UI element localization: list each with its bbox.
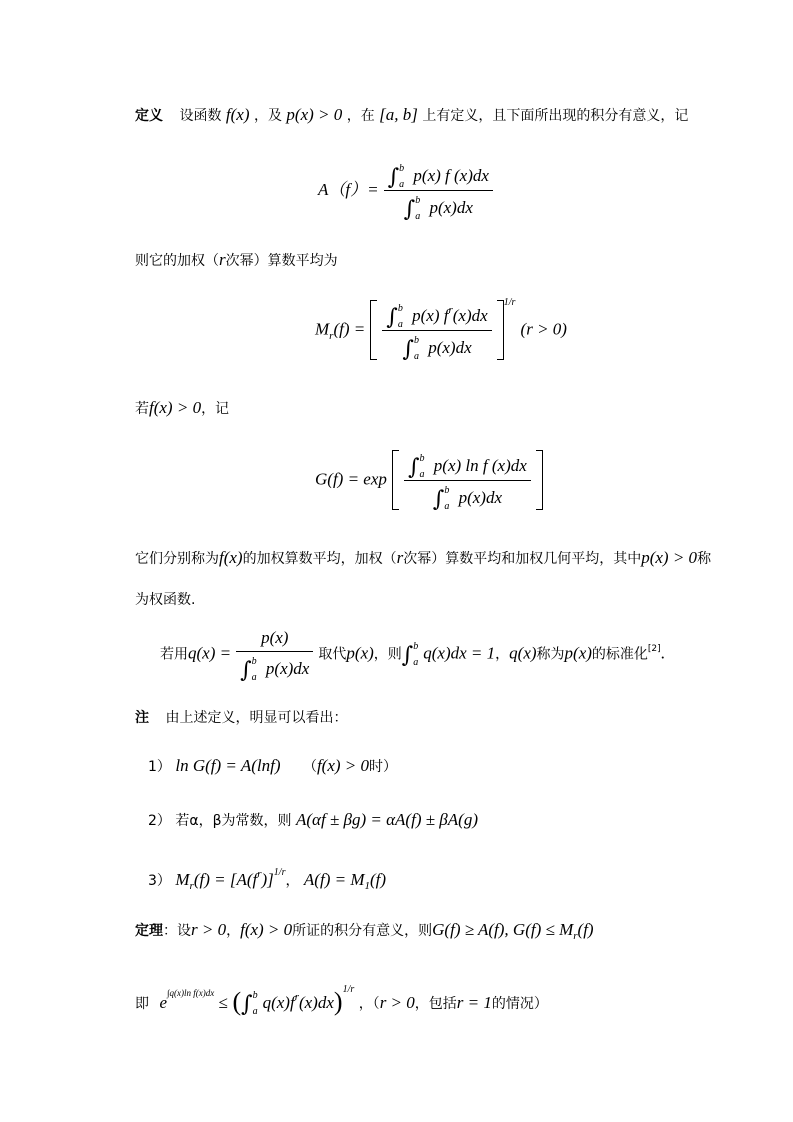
- final-text-3: ，包括: [414, 996, 457, 1012]
- normalize-ref: [2]: [647, 643, 661, 654]
- final-e-exp: ∫q(x)ln f(x)dx: [167, 988, 215, 998]
- formula-g-den-text: p(x)dx: [458, 487, 502, 507]
- formula-a: [318, 162, 493, 222]
- integral-sign: ∫: [432, 486, 445, 512]
- item-3-sub2: 1: [364, 880, 370, 892]
- formula-g-num-text: p(x) ln f (x)dx: [433, 455, 527, 475]
- integral-sign: ∫: [386, 304, 398, 330]
- upper-limit: b: [415, 195, 421, 206]
- item-3-exp: 1/r: [273, 867, 286, 878]
- item-3-math-1b: (f) = [A(f: [193, 870, 258, 889]
- formula-m-den-text: p(x)dx: [428, 337, 472, 357]
- integral-sign: ∫: [408, 454, 420, 480]
- normalize-line: [160, 628, 665, 683]
- formula-m-fraction: [382, 302, 491, 362]
- upper-limit: b: [413, 334, 419, 346]
- integral-sign: ∫: [387, 165, 400, 190]
- formula-a-denominator: [384, 191, 493, 222]
- lower-limit: a: [251, 672, 257, 683]
- normalize-text-4: ，: [495, 646, 510, 663]
- final-body-2: (x)dx: [298, 993, 334, 1012]
- item-3-math-1c: )]: [261, 870, 274, 889]
- formula-a-numerator: [384, 162, 493, 191]
- formula-a-fraction: [384, 162, 493, 222]
- formula-m-numerator: [382, 302, 491, 331]
- item-1-cond-open: （: [302, 759, 317, 775]
- final-line: [135, 984, 548, 1017]
- integral-sign: ∫: [403, 197, 416, 222]
- formula-m-num-tail: (x)dx: [452, 305, 488, 325]
- formula-a-den-text: p(x)dx: [429, 198, 473, 217]
- if-cond: f(x) > 0: [149, 398, 202, 417]
- normalize-text-3: ，则: [373, 646, 402, 663]
- lower-limit: a: [399, 179, 405, 190]
- normalize-text-2: 取代: [318, 646, 347, 663]
- note-line: [135, 708, 347, 728]
- formula-g-fraction: [404, 452, 531, 512]
- item-3-sup: r: [257, 868, 262, 880]
- normalize-px: p(x): [346, 643, 374, 663]
- para-r: r: [396, 548, 404, 567]
- note-label: 注: [135, 710, 149, 726]
- para-fx: f(x): [219, 548, 243, 567]
- definition-text-3: ，在: [346, 108, 375, 124]
- if-text-1: 若: [135, 401, 149, 417]
- upper-limit: b: [419, 452, 425, 464]
- if-line: [135, 398, 229, 419]
- item-3: [148, 867, 387, 893]
- normalize-fraction: [236, 628, 313, 683]
- definition-text-2: ，及: [253, 108, 282, 124]
- para-line-2: [135, 590, 195, 610]
- definition-fx: f(x): [225, 105, 250, 124]
- item-1-math: ln G(f) = A(lnf): [175, 756, 281, 775]
- lower-limit: a: [444, 500, 450, 512]
- formula-g: [315, 450, 543, 510]
- definition-line: [135, 105, 688, 126]
- normalize-q: q(x) =: [188, 643, 232, 663]
- normalize-denominator: [236, 652, 313, 683]
- weighted-r: r: [219, 250, 226, 269]
- final-text-2: ，（: [358, 996, 380, 1012]
- upper-limit: b: [399, 163, 405, 174]
- formula-m-num-sup: r: [448, 303, 453, 316]
- formula-a-lhs: A（f）=: [318, 180, 379, 199]
- item-1: [148, 756, 397, 777]
- formula-m-lhs: M: [315, 319, 330, 339]
- item-3-sub: r: [189, 880, 194, 892]
- theorem-label: 定理: [135, 923, 163, 939]
- final-r1: r = 1: [456, 993, 492, 1012]
- formula-m-sub: r: [329, 329, 334, 342]
- note-text: 由上述定义，明显可以看出：: [165, 710, 348, 726]
- lower-limit: a: [397, 318, 403, 330]
- left-paren: (: [232, 987, 242, 1016]
- integral-sign: ∫: [402, 336, 414, 362]
- integral-sign: ∫: [240, 658, 252, 683]
- theorem-colon: ：设: [163, 923, 191, 939]
- item-2-text: 若α，β为常数，则: [175, 813, 292, 829]
- normalize-qx: q(x): [509, 643, 537, 663]
- formula-m-cond: (r > 0): [520, 319, 567, 339]
- weighted-text-2: 次幂）算数平均为: [225, 253, 338, 269]
- weighted-text-1: 则它的加权（: [135, 253, 219, 269]
- formula-m-denominator: [382, 331, 491, 362]
- item-1-cond-close: 时）: [369, 759, 398, 775]
- upper-limit: b: [444, 484, 450, 496]
- normalize-text-1: 若用: [160, 646, 188, 663]
- right-bracket: [536, 450, 543, 510]
- theorem-fx: f(x) > 0: [240, 920, 293, 939]
- formula-g-denominator: [404, 481, 531, 512]
- para-line-2-text: 为权函数.: [135, 592, 196, 608]
- final-cond: r > 0: [379, 993, 415, 1012]
- para-text-1: 它们分别称为: [135, 551, 219, 567]
- final-text-4: 的情况）: [491, 996, 548, 1012]
- final-e: e: [159, 993, 167, 1012]
- formula-g-lhs: G(f) = exp: [315, 469, 387, 489]
- theorem-cond: r > 0: [191, 920, 227, 939]
- final-leq: ≤: [218, 993, 228, 1012]
- formula-m-num-text: p(x) f: [412, 305, 449, 325]
- item-3-sep: ，: [285, 873, 300, 889]
- item-2-number: 2）: [148, 813, 171, 829]
- upper-limit: b: [397, 302, 403, 314]
- formula-m: [315, 296, 567, 362]
- theorem-line: [135, 920, 594, 942]
- lower-limit: a: [413, 350, 419, 362]
- theorem-text-2: 所证的积分有意义，则: [292, 923, 433, 939]
- integral-sign: ∫: [401, 642, 414, 668]
- right-bracket: [497, 300, 504, 360]
- formula-m-exp: 1/r: [503, 296, 516, 308]
- upper-limit: b: [251, 656, 257, 667]
- normalize-px2: p(x): [564, 643, 592, 663]
- definition-text-4: 上有定义，且下面所出现的积分有意义，记: [422, 108, 689, 124]
- normalize-text-5: 称为: [536, 646, 565, 663]
- theorem-tail: (f): [577, 920, 594, 939]
- upper-limit: b: [252, 990, 258, 1001]
- left-bracket: [370, 300, 377, 360]
- para-text-4: 称: [697, 551, 712, 567]
- integral-sign: ∫: [241, 992, 253, 1017]
- para-text-3: 次幂）算数平均和加权几何平均，其中: [403, 551, 642, 567]
- lower-limit: a: [413, 656, 419, 668]
- theorem-text-1: ，: [226, 923, 241, 939]
- item-1-cond: f(x) > 0: [316, 756, 370, 775]
- final-outer-exp: 1/r: [342, 984, 355, 995]
- item-3-number: 3）: [148, 873, 171, 889]
- item-1-number: 1）: [148, 759, 171, 775]
- item-3-math-1: M: [175, 870, 190, 889]
- normalize-den-text: p(x)dx: [265, 659, 310, 678]
- para-cond: p(x) > 0: [641, 548, 698, 567]
- item-2: [148, 810, 478, 831]
- final-body: q(x)f: [262, 993, 295, 1012]
- right-paren: ): [333, 987, 343, 1016]
- final-sup: r: [294, 991, 299, 1003]
- left-bracket: [392, 450, 399, 510]
- final-text-1: 即: [135, 996, 149, 1012]
- definition-interval: [a, b]: [379, 105, 418, 124]
- para-line-1: [135, 548, 711, 569]
- weighted-intro-line: [135, 250, 338, 271]
- definition-text-1: 设函数: [179, 108, 222, 124]
- theorem-sub: r: [573, 930, 578, 942]
- theorem-ineq: G(f) ≥ A(f), G(f) ≤ M: [432, 920, 574, 939]
- definition-label: 定义: [135, 108, 163, 124]
- normalize-integral: q(x)dx = 1: [423, 643, 496, 663]
- normalize-numerator: p(x): [236, 628, 313, 652]
- upper-limit: b: [413, 640, 419, 652]
- lower-limit: a: [252, 1006, 258, 1017]
- formula-a-num-text: p(x) f (x)dx: [413, 166, 489, 185]
- lower-limit: a: [415, 211, 421, 222]
- if-text-2: ，记: [201, 401, 230, 417]
- lower-limit: a: [419, 468, 425, 480]
- definition-cond: p(x) > 0: [286, 105, 343, 124]
- item-3-math-2b: (f): [369, 870, 387, 889]
- normalize-end: .: [660, 643, 665, 663]
- item-2-math: A(αf ± βg) = αA(f) ± βA(g): [296, 810, 478, 829]
- normalize-text-6: 的标准化: [591, 646, 648, 663]
- item-3-math-2: A(f) = M: [303, 870, 365, 889]
- para-text-2: 的加权算数平均，加权（: [242, 551, 397, 567]
- formula-g-numerator: [404, 452, 531, 481]
- formula-m-arg: (f) =: [333, 319, 366, 339]
